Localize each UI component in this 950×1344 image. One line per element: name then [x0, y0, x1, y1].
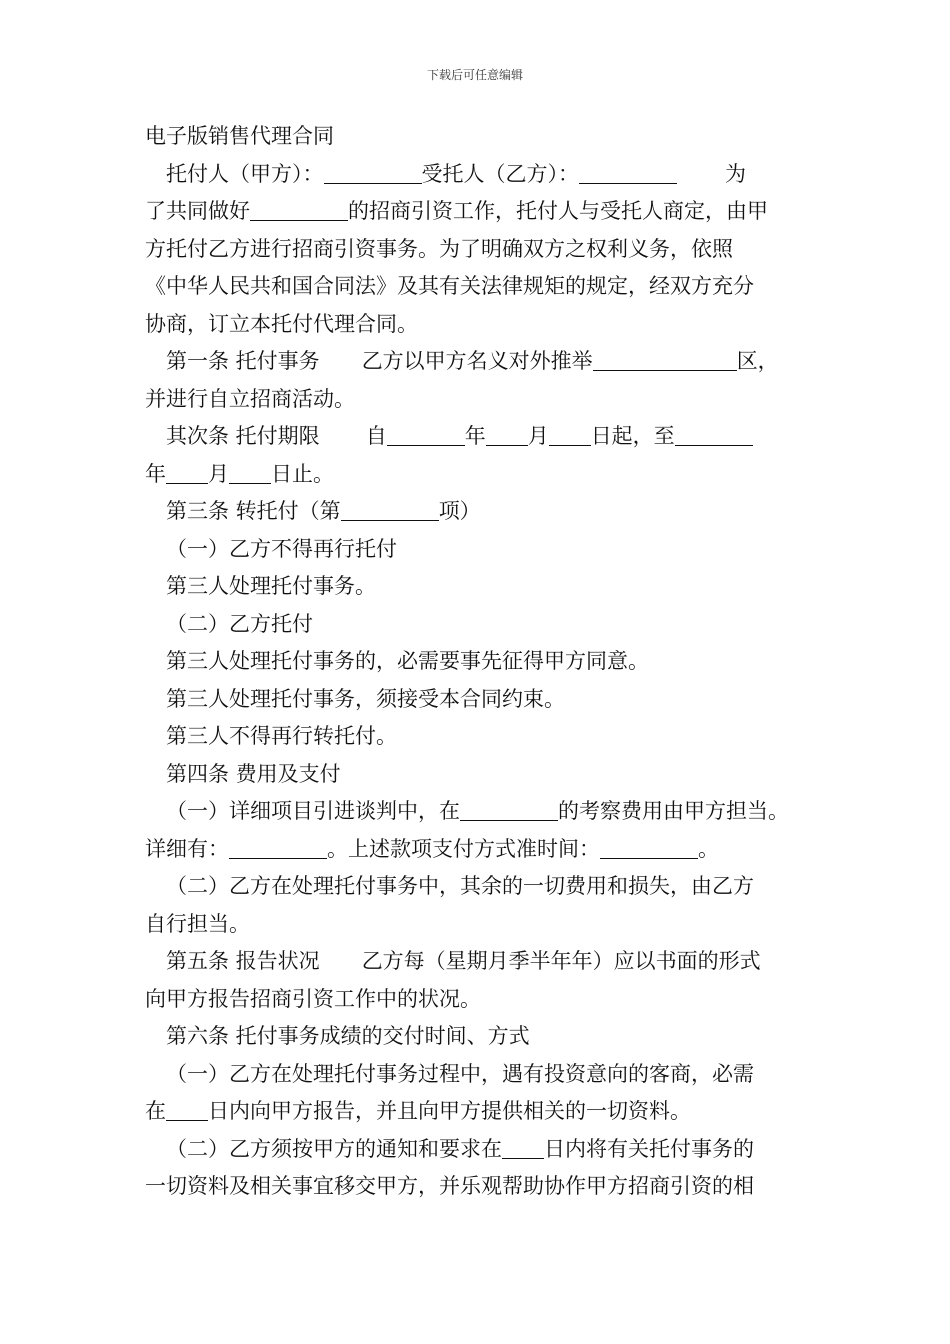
from-label: 自 — [365, 424, 387, 448]
article-6-p2b: 日内将有关托付事务的 — [544, 1136, 754, 1161]
agent-blank[interactable] — [579, 161, 677, 184]
article-3-opt2d: 第三人不得再行转托付。 — [166, 724, 397, 748]
article-3-opt1b: 第三人处理托付事务。 — [166, 574, 376, 598]
intro-line-1 — [145, 193, 810, 231]
cost-detail-blank[interactable] — [229, 836, 327, 859]
principal-blank[interactable] — [324, 161, 422, 184]
header-note: 下载后可任意编辑 — [426, 68, 523, 82]
article-3-close: 项） — [438, 499, 481, 523]
article-4-p2: （二）乙方在处理托付事务中，其余的一切费用和损失，由乙方 — [166, 874, 754, 898]
project-blank[interactable] — [250, 198, 348, 221]
article-4-p1a: （一）详细项目引进谈判中，在 — [166, 799, 460, 823]
article-3-opt2: （二）乙方托付 — [166, 611, 313, 636]
article-2 — [145, 418, 810, 456]
start-year-blank[interactable] — [387, 423, 465, 446]
intro-a: 为 — [725, 161, 746, 186]
article-4-p1e: 。 — [698, 836, 719, 861]
doc-title: 电子版销售代理合同 — [145, 124, 334, 148]
option-blank[interactable] — [341, 498, 439, 521]
article-5-text: 乙方每（星期月季半年年）应以书面的形式 — [361, 949, 761, 973]
region-blank[interactable] — [593, 348, 737, 371]
article-4-p1-cont — [145, 831, 810, 869]
principal-label: 托付人（甲方）： — [166, 161, 324, 186]
article-4-p1 — [145, 793, 810, 831]
article-5-cont: 向甲方报告招商引资工作中的状况。 — [145, 986, 481, 1011]
end-day-blank[interactable] — [229, 461, 271, 484]
cost-scope-blank[interactable] — [460, 798, 558, 821]
article-6-title: 第六条 托付事务成绩的交付时间、方式 — [166, 1024, 530, 1048]
contract-body — [145, 118, 810, 1206]
year-label: 年 — [464, 424, 486, 448]
parties-line — [145, 156, 810, 194]
article-6-p1-cont — [145, 1093, 810, 1131]
article-2-cont — [145, 456, 810, 494]
start-day-blank[interactable] — [549, 423, 591, 446]
article-6-p1b: 在 — [145, 1099, 166, 1123]
article-1 — [145, 343, 810, 381]
article-4-p1b: 的考察费用由甲方担当。 — [558, 799, 789, 823]
report-days-blank[interactable] — [166, 1098, 208, 1121]
agent-label: 受托人（乙方）： — [421, 161, 579, 186]
article-3-opt2b: 第三人处理托付事务的，必需要事先征得甲方同意。 — [166, 649, 649, 673]
article-6-p1: （一）乙方在处理托付事务过程中，遇有投资意向的客商，必需 — [166, 1061, 754, 1086]
article-1-title: 第一条 托付事务 — [166, 349, 320, 373]
article-3 — [145, 493, 810, 531]
payment-time-blank[interactable] — [600, 836, 698, 859]
article-4-p1d: 。上述款项支付方式准时间： — [327, 836, 600, 861]
article-1-text2: 区， — [736, 349, 779, 373]
article-3-opt1: （一）乙方不得再行托付 — [166, 536, 397, 561]
article-3-opt2c: 第三人处理托付事务，须接受本合同约束。 — [166, 686, 565, 711]
intro-line-4: 协商，订立本托付代理合同。 — [145, 311, 418, 336]
article-6-p1c: 日内向甲方报告，并且向甲方提供相关的一切资料。 — [208, 1099, 691, 1123]
end-month-blank[interactable] — [166, 461, 208, 484]
article-6-p2a: （二）乙方须按甲方的通知和要求在 — [166, 1136, 502, 1161]
article-2-title: 其次条 托付期限 — [166, 424, 320, 448]
intro-c: 的招商引资工作，托付人与受托人商定，由甲 — [348, 199, 768, 223]
article-4-p1c: 详细有： — [145, 836, 229, 861]
article-4-title: 第四条 费用及支付 — [166, 761, 341, 786]
start-month-blank[interactable] — [486, 423, 528, 446]
article-6-p2-cont: 一切资料及相关事宜移交甲方，并乐观帮助协作甲方招商引资的相 — [145, 1174, 754, 1198]
article-1-text: 乙方以甲方名义对外推举 — [361, 349, 593, 373]
intro-line-3: 《中华人民共和国合同法》及其有关法律规矩的规定，经双方充分 — [145, 274, 754, 298]
end-year-label: 年 — [145, 461, 166, 486]
article-3-title: 第三条 转托付（第 — [166, 499, 341, 523]
article-1-cont: 并进行自立招商活动。 — [145, 386, 355, 411]
article-6-p2 — [145, 1131, 810, 1169]
day-end-label: 日止。 — [271, 461, 334, 486]
end-month-label: 月 — [208, 461, 229, 486]
intro-b: 了共同做好 — [145, 199, 250, 223]
month-label: 月 — [527, 424, 549, 448]
end-year-blank[interactable] — [675, 423, 753, 446]
day-from-label: 日起，至 — [590, 424, 675, 448]
article-5 — [145, 943, 810, 981]
article-5-title: 第五条 报告状况 — [166, 949, 320, 973]
article-4-p2-cont: 自行担当。 — [145, 911, 250, 936]
handover-days-blank[interactable] — [502, 1136, 544, 1159]
intro-line-2: 方托付乙方进行招商引资事务。为了明确双方之权利义务，依照 — [145, 236, 733, 261]
